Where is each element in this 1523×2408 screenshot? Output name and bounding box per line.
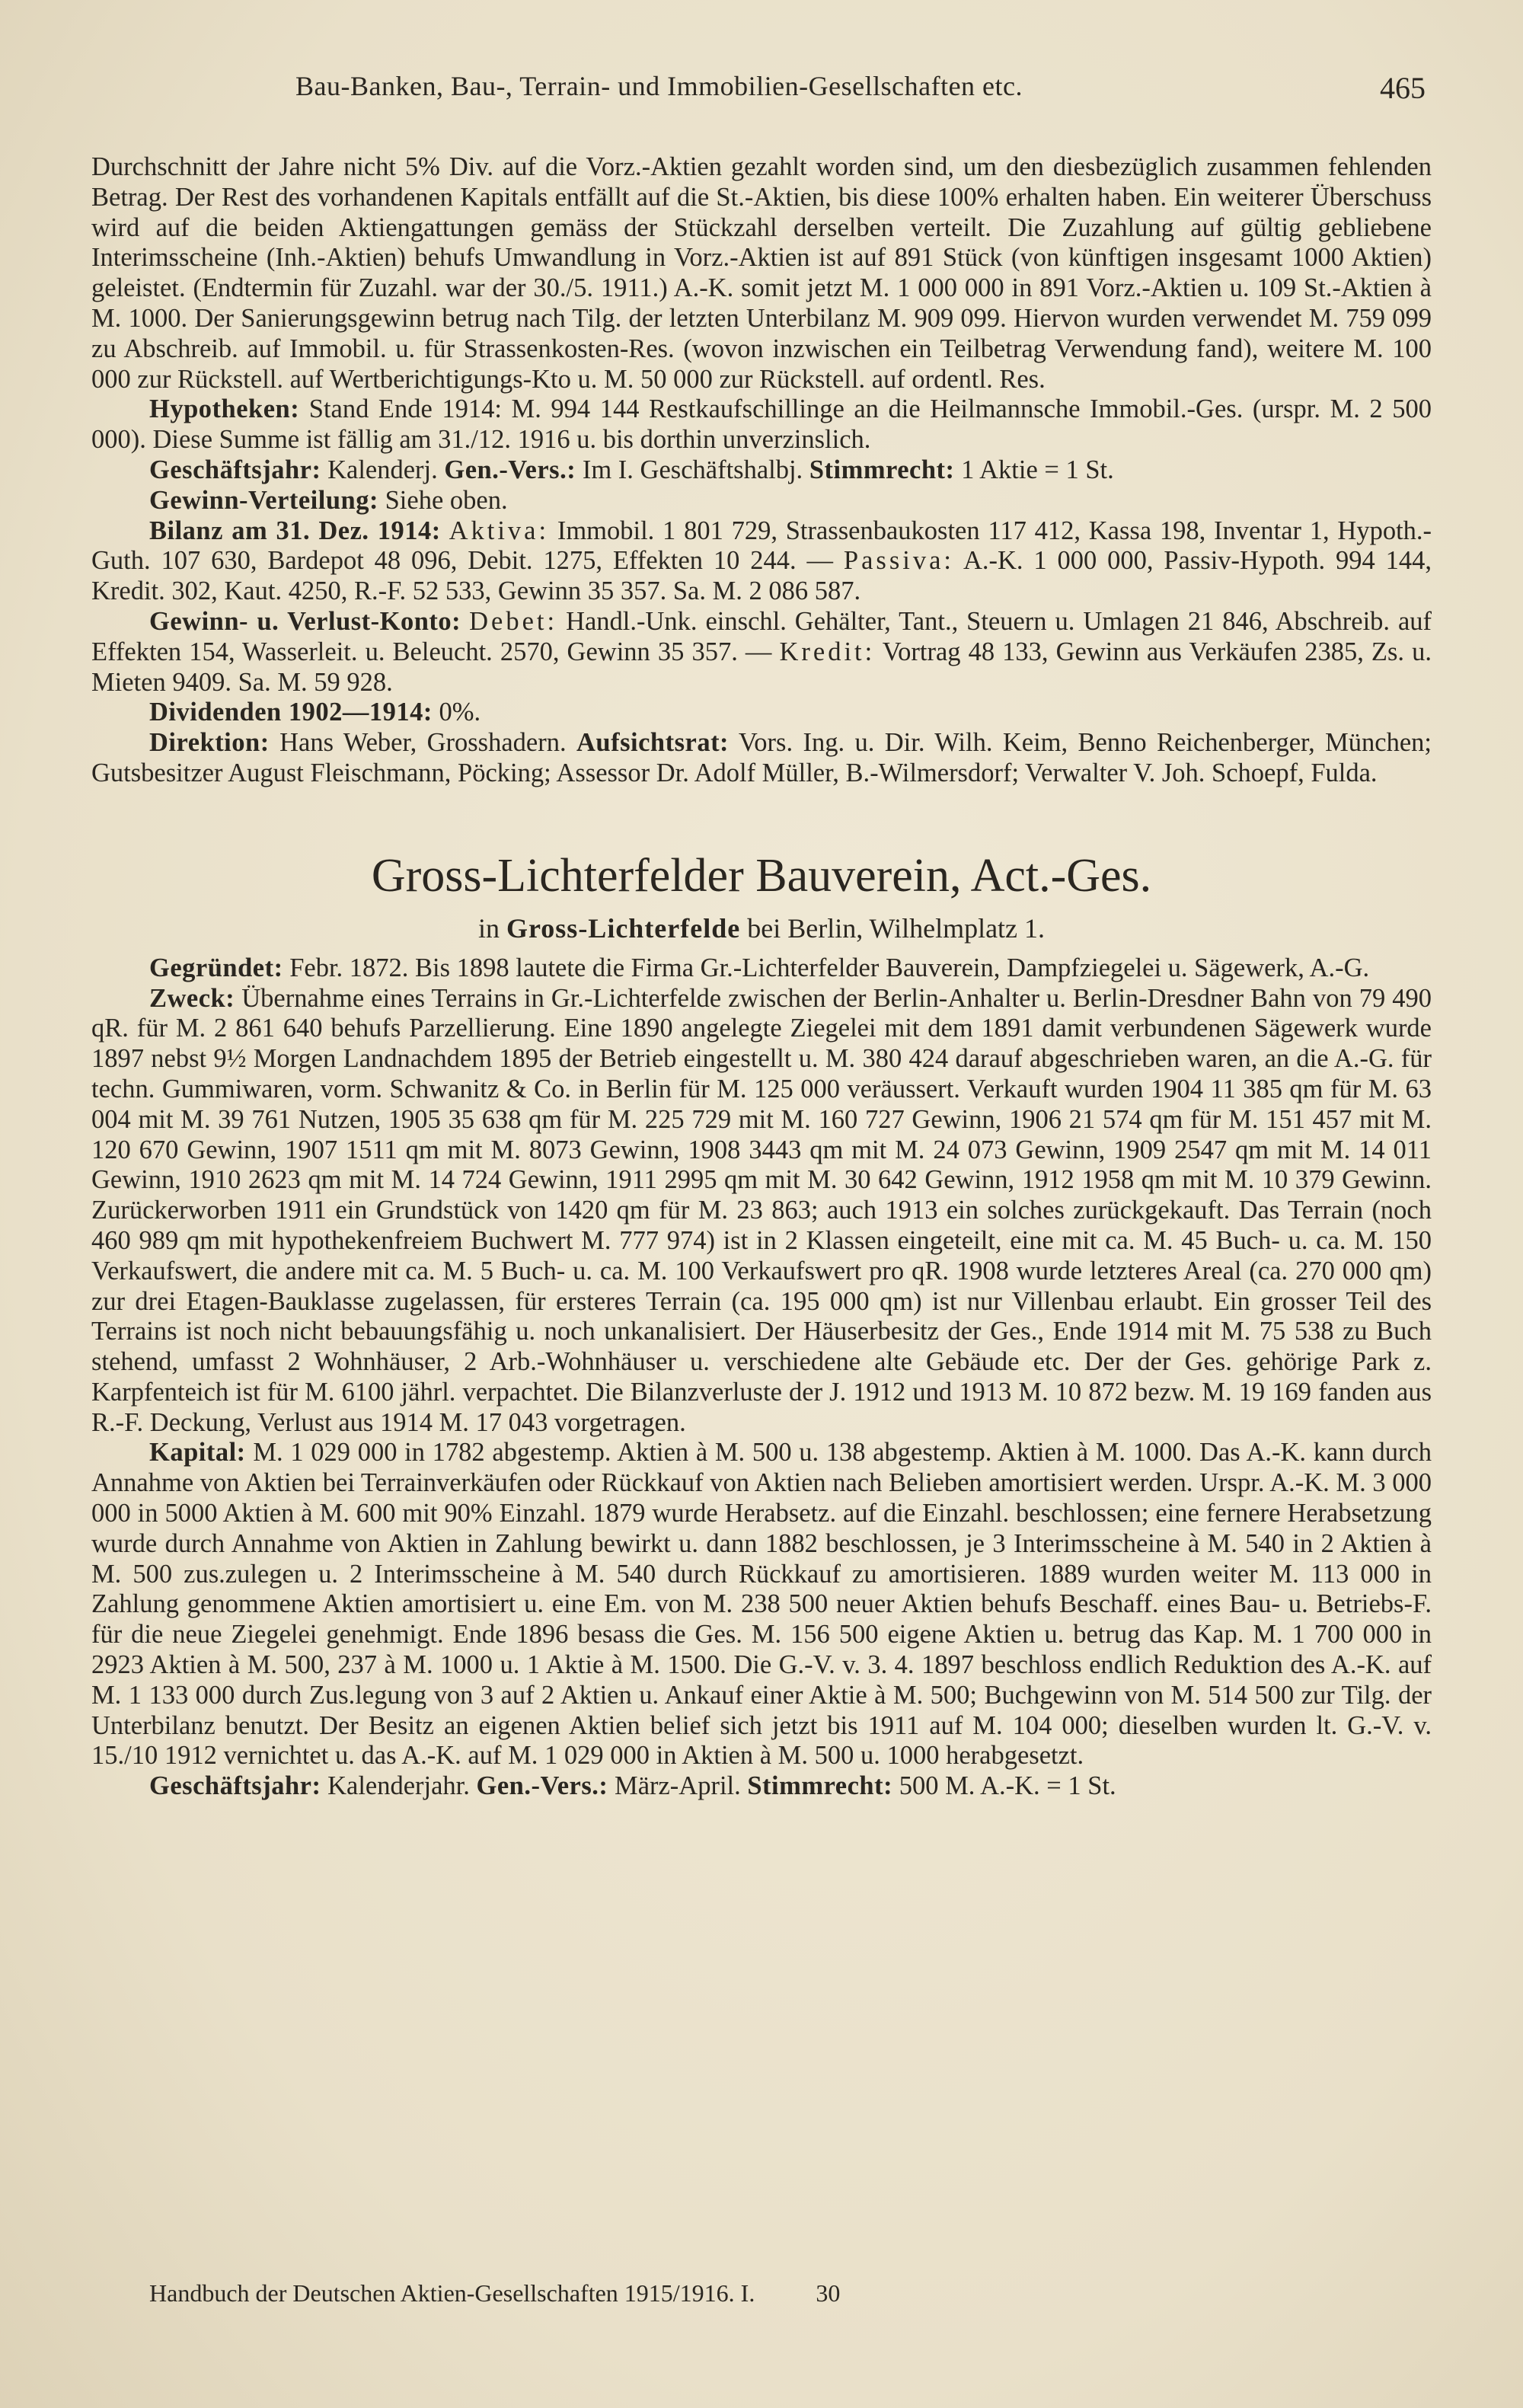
paragraph-gewinnverteilung <box>91 486 1432 516</box>
page-footer <box>149 2279 840 2307</box>
direktion-label: Direktion: <box>149 728 270 758</box>
geschaeftsjahr-label: Geschäftsjahr: <box>149 455 321 484</box>
aufsichtsrat-label: Aufsichtsrat: <box>576 728 730 758</box>
genvers-text: Im I. Geschäftshalbj. <box>582 455 803 484</box>
footer-sheet-number: 30 <box>816 2279 841 2307</box>
bilanz-label: Bilanz am 31. Dez. 1914: <box>149 516 441 545</box>
gewinnverteilung-text: Siehe oben. <box>385 485 508 515</box>
hypotheken-text: Stand Ende 1914: M. 994 144 Restkaufschillinge an die Heilmannsche Immobil.-Ges. (urspr. M. 2 500 000). Diese Summe ist fällig am 31./12. 1916 u. bis dorthin unverzinslich. <box>91 394 1432 455</box>
stimmrecht-text: 1 Aktie = 1 St. <box>961 455 1114 484</box>
paragraph-direktion <box>91 728 1432 789</box>
zweck-text: Übernahme eines Terrains in Gr.-Lichterfelde zwischen der Berlin-Anhalter u. Berlin-Dresdner Bahn von 79 490 qR. für M. 2 861 640 behufs Parzellierung. Eine 1890 angelegte Ziegelei mit dem 1891 damit verbundenen Sägewerk wurde 1897 nebst 9½ Morgen Landnachdem 1895 der Betrieb eingestellt u. M. 380 424 darauf abgeschrieben waren, an die A.-G. für techn. Gummiwaren, vorm. Schwanitz & Co. in Berlin für M. 125 000 veräussert. Verkauft wurden 1904 11 385 qm für M. 63 004 mit M. 39 761 Nutzen, 1905 35 638 qm für M. 225 729 mit M. 160 727 Gewinn, 1906 21 574 qm für M. 151 457 mit M. 120 670 Gewinn, 1907 1511 qm mit M. 8073 Gewinn, 1908 3443 qm mit M. 24 073 Gewinn, 1909 2547 qm mit M. 14 011 Gewinn, 1910 2623 qm mit M. 14 724 Gewinn, 1911 2995 qm mit M. 30 642 Gewinn, 1912 1958 qm mit M. 10 379 Gewinn. Zurückerworben 1911 ein Grundstück von 1420 qm für M. 23 863; auch 1913 ein solches zurückgekauft. Das Terrain (noch 460 989 qm mit hypothekenfreiem Buchwert M. 777 974) ist in 2 Klassen eingeteilt, eine mit ca. M. 45 Buch- u. ca. M. 150 Verkaufswert, die andere mit ca. M. 5 Buch- u. ca. M. 100 Verkaufswert pro qR. 1908 wurde letzteres Areal (ca. 270 000 qm) zur drei Etagen-Bauklasse zugelassen, für ersteres Terrain (ca. 195 000 qm) ist nur Villenbau erlaubt. Ein grosser Teil des Terrains ist noch nicht bebauungsfähig u. noch unkanalisiert. Der Häuserbesitz der Ges., Ende 1914 mit M. 75 538 zu Buch stehend, umfasst 2 Wohnhäuser, 2 Arb.-Wohnhäuser u. verschiedene alte Gebäude etc. Der der Ges. gehörige Park z. Karpfenteich ist für M. 6100 jährl. verpachtet. Die Bilanzverluste der J. 1912 und 1913 M. 10 872 bezw. M. 19 169 fanden aus R.-F. Deckung, Verlust aus 1914 M. 17 043 vorgetragen. <box>91 983 1432 1437</box>
aktiva-label: Aktiva: <box>449 516 550 545</box>
gegruendet-label: Gegründet: <box>149 953 283 982</box>
dividenden-text: 0%. <box>439 698 481 727</box>
dividenden-label: Dividenden 1902—1914: <box>149 698 433 727</box>
running-head: Bau-Banken, Bau-, Terrain- und Immobilien-Gesellschaften etc. <box>295 71 1023 101</box>
geschaeftsjahr-text: Kalenderj. <box>327 455 438 484</box>
genvers-label: Gen.-Vers.: <box>444 455 576 484</box>
paragraph-dividenden <box>91 698 1432 728</box>
genvers-label-2: Gen.-Vers.: <box>476 1771 608 1801</box>
location-place: Gross-Lichterfelde <box>506 912 741 944</box>
footer-book-title: Handbuch der Deutschen Aktien-Gesellschaften 1915/1916. I. <box>149 2279 755 2307</box>
paragraph-gegruendet <box>91 953 1432 984</box>
hypotheken-label: Hypotheken: <box>149 394 300 424</box>
debet-label: Debet: <box>469 606 558 636</box>
geschaeftsjahr-label-2: Geschäftsjahr: <box>149 1771 321 1801</box>
paragraph-meta-2 <box>91 1771 1432 1802</box>
aktiva-text: Immobil. 1 801 729, Strassenbaukosten 117 412, Kassa 198, Inventar 1, Hypoth.-Guth. 107 630, Bardepot 48 096, Debit. 1275, Effekten 10 244. — <box>91 516 1432 576</box>
page-body <box>91 152 1432 1802</box>
direktion-text: Hans Weber, Grosshadern. <box>279 728 567 758</box>
paragraph-meta <box>91 455 1432 486</box>
zweck-label: Zweck: <box>149 983 235 1013</box>
location-suffix: bei Berlin, Wilhelmplatz 1. <box>747 912 1046 944</box>
paragraph-bilanz <box>91 516 1432 607</box>
paragraph-intro <box>91 152 1432 394</box>
stimmrecht-label: Stimmrecht: <box>809 455 955 484</box>
stimmrecht-label-2: Stimmrecht: <box>747 1771 893 1801</box>
aufsichtsrat-text: Vors. Ing. u. Dir. Wilh. Keim, Benno Reichenberger, München; Gutsbesitzer August Fleischmann, Pöcking; Assessor Dr. Adolf Müller, B.-Wilmersdorf; Verwalter V. Joh. Schoepf, Fulda. <box>91 728 1432 787</box>
paragraph-gvkonto <box>91 607 1432 698</box>
location-prefix: in <box>477 912 500 944</box>
paragraph-kapital <box>91 1438 1432 1771</box>
paragraph-zweck <box>91 984 1432 1439</box>
kredit-text: Vortrag 48 133, Gewinn aus Verkäufen 2385, Zs. u. Mieten 9409. Sa. M. 59 928. <box>91 637 1432 697</box>
kapital-label: Kapital: <box>149 1438 246 1467</box>
gegruendet-text: Febr. 1872. Bis 1898 lautete die Firma Gr.-Lichterfelder Bauverein, Dampfziegelei u. Sägewerk, A.-G. <box>289 953 1370 982</box>
passiva-label: Passiva: <box>843 546 954 576</box>
passiva-text: A.-K. 1 000 000, Passiv-Hypoth. 994 144, Kredit. 302, Kaut. 4250, R.-F. 52 533, Gewinn 35 357. Sa. M. 2 086 587. <box>91 546 1432 606</box>
stimmrecht-text-2: 500 M. A.-K. = 1 St. <box>899 1771 1116 1801</box>
kapital-text: M. 1 029 000 in 1782 abgestemp. Aktien à M. 500 u. 138 abgestemp. Aktien à M. 1000. Das A.-K. kann durch Annahme von Aktien bei Terrainverkäufen oder Rückkauf von Aktien nach Belieben amortisiert werden. Urspr. A.-K. M. 3 000 000 in 5000 Aktien à M. 600 mit 90% Einzahl. 1879 wurde Herabsetz. auf die Einzahl. beschlossen; eine fernere Herabsetzung wurde durch Annahme von Aktien in Zahlung bewirkt u. dann 1882 beschlossen, je 3 Interimsscheine à M. 540 in 2 Aktien à M. 500 zus.zulegen u. 2 Interimsscheine à M. 540 durch Rückkauf zu amortisieren. 1889 wurden weiter M. 113 000 in Zahlung genommene Aktien amortisiert u. eine Em. von M. 238 500 neuer Aktien behufs Beschaff. eines Bau- u. Betriebs-F. für die neue Ziegelei genehmigt. Ende 1896 besass die Ges. M. 156 500 eigene Aktien u. betrug das Kap. M. 1 700 000 in 2923 Aktien à M. 500, 237 à M. 1000 u. 1 Aktie à M. 1500. Die G.-V. v. 3. 4. 1897 beschloss endlich Reduktion des A.-K. auf M. 1 133 000 durch Zus.legung von 3 auf 2 Aktien u. Ankauf einer Aktie à M. 500; Buchgewinn von M. 514 500 zur Tilg. der Unterbilanz benutzt. Der Besitz an eigenen Aktien belief sich jetzt bis 1911 auf M. 104 000; dieselben wurden lt. G.-V. v. 15./10 1912 vernichtet u. das A.-K. auf M. 1 029 000 in Aktien à M. 500 u. 1000 herabgesetzt. <box>91 1438 1432 1771</box>
paragraph-hypotheken <box>91 394 1432 455</box>
genvers-text-2: März-April. <box>615 1771 741 1801</box>
gvkonto-label: Gewinn- u. Verlust-Konto: <box>149 606 461 636</box>
page-number: 465 <box>1380 71 1426 105</box>
company-location <box>91 912 1432 944</box>
geschaeftsjahr-text-2: Kalenderjahr. <box>327 1771 470 1801</box>
kredit-label: Kredit: <box>779 637 876 666</box>
page-header <box>91 70 1432 113</box>
intro-text: Durchschnitt der Jahre nicht 5% Div. auf die Vorz.-Aktien gezahlt worden sind, um den diesbezüglich zusammen fehlenden Betrag. Der Rest des vorhandenen Kapitals entfällt auf die St.-Aktien, bis diese 100% erhalten haben. Ein weiterer Überschuss wird auf die beiden Aktiengattungen gemäss der Stückzahl derselben verteilt. Die Zuzahlung auf gültig gebliebene Interimsscheine (Inh.-Aktien) behufs Umwandlung in Vorz.-Aktien ist auf 891 Stück (von künftigen insgesamt 1000 Aktien) geleistet. (Endtermin für Zuzahl. war der 30./5. 1911.) A.-K. somit jetzt M. 1 000 000 in 891 Vorz.-Aktien u. 109 St.-Aktien à M. 1000. Der Sanierungsgewinn betrug nach Tilg. der letzten Unterbilanz M. 909 099. Hiervon wurden verwendet M. 759 099 zu Abschreib. auf Immobil. u. für Strassenkosten-Res. (wovon inzwischen ein Teilbetrag Verwendung fand), weitere M. 100 000 zur Rückstell. auf Wertberichtigungs-Kto u. M. 50 000 zur Rückstell. auf ordentl. Res. <box>91 152 1432 394</box>
debet-text: Handl.-Unk. einschl. Gehälter, Tant., Steuern u. Umlagen 21 846, Abschreib. auf Effekten 154, Wasserleit. u. Beleucht. 2570, Gewinn 35 357. — <box>91 606 1432 666</box>
gewinnverteilung-label: Gewinn-Verteilung: <box>149 485 378 515</box>
company-title: Gross-Lichterfelder Bauverein, Act.-Ges. <box>371 849 1152 902</box>
